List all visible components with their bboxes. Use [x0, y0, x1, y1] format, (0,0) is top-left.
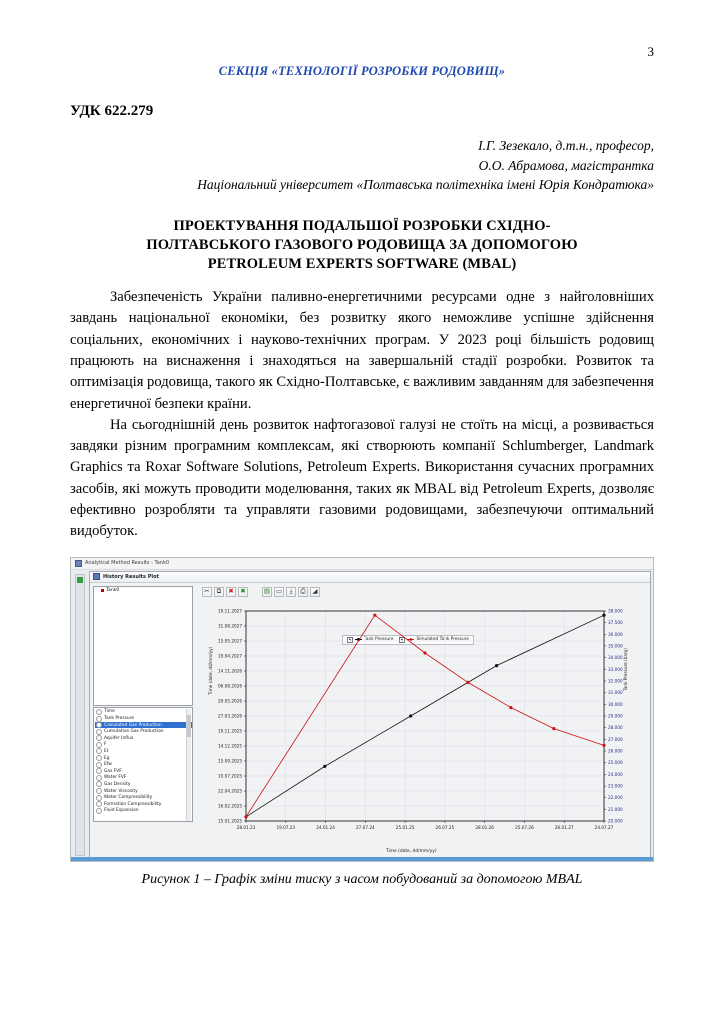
variable-row[interactable]: [95, 709, 192, 716]
series-point: [244, 815, 247, 818]
y-left-tick-label: 19.04.2027: [218, 653, 242, 659]
variable-row[interactable]: [95, 735, 192, 742]
author-line-1: І.Г. Зезекало, д.т.н., професор,: [478, 138, 654, 153]
outer-window-title: Analytical Method Results - Tank0: [85, 560, 170, 567]
y-left-tick-label: 10.07.2025: [218, 773, 242, 779]
author-line-2: О.О. Абрамова, магістрантка: [478, 157, 654, 173]
cut-button[interactable]: [202, 587, 212, 597]
chart-plot-area: [206, 603, 646, 853]
y-right-tick-label: 25.000: [608, 759, 623, 765]
x-tick-label: 28.01.26: [475, 824, 494, 830]
variable-row[interactable]: [95, 801, 192, 808]
x-tick-label: 25.07.26: [515, 824, 534, 830]
y-axis-right-label: Tank Pressure (barg): [623, 647, 629, 691]
y-right-tick-label: 27.000: [608, 736, 623, 742]
export-button[interactable]: [286, 587, 296, 597]
variable-label: Gas Density: [104, 781, 131, 787]
series-point: [423, 651, 426, 654]
export-icon: ⤓: [289, 587, 293, 596]
variable-row[interactable]: [95, 728, 192, 735]
legend-label-1: Simulated Tank Pressure: [416, 637, 470, 643]
variable-radio-icon[interactable]: [96, 808, 102, 814]
series-point: [602, 743, 605, 746]
authors-block: [70, 136, 654, 195]
inner-window-title: History Results Plot: [103, 573, 159, 580]
legend-label-0: Tank Pressure: [364, 637, 394, 643]
y-axis-left-label: Time (date, dd/mm/yy): [208, 646, 213, 695]
series-point: [552, 727, 555, 730]
y-right-tick-label: 28.000: [608, 724, 623, 730]
chart-bottom-tick-labels: [237, 825, 614, 830]
chart-options-icon: ◢: [312, 587, 318, 596]
copy-clipboard-icon: ▭: [275, 587, 283, 596]
variable-radio-icon[interactable]: [96, 762, 102, 768]
x-tick-label: 25.01.25: [395, 824, 415, 830]
variable-label: Water Viscosity: [104, 788, 138, 794]
variable-list-scrollbar[interactable]: [186, 709, 191, 822]
variable-label: Tank Pressure: [104, 716, 135, 722]
variable-radio-icon[interactable]: [96, 709, 102, 715]
title-line-2: ПОЛТАВСЬКОГО ГАЗОВОГО РОДОВИЩА ЗА ДОПОМОГОЮ: [146, 236, 578, 253]
variable-label: Time: [104, 709, 115, 715]
variable-label: F: [104, 742, 107, 748]
y-right-tick-label: 24.000: [608, 771, 623, 777]
variable-row[interactable]: [95, 722, 192, 729]
variable-label: Eg: [104, 755, 110, 761]
title-line-3: PETROLEUM EXPERTS SOFTWARE (MBAL): [207, 255, 517, 272]
y-left-tick-label: 15.01.2025: [218, 818, 242, 824]
y-right-tick-label: 21.000: [608, 806, 623, 812]
variable-row[interactable]: [95, 768, 192, 775]
y-left-tick-label: 16.02.2025: [218, 803, 242, 809]
y-right-tick-label: 37.500: [608, 619, 623, 625]
y-right-tick-label: 33.000: [608, 666, 623, 672]
variable-row[interactable]: [95, 775, 192, 782]
x-tick-label: 19.07.23: [276, 824, 296, 830]
variable-label: Water Compressibility: [104, 795, 153, 801]
variable-label: Cumulative Gas Production: [104, 729, 164, 735]
chart-left-tick-labels: [218, 608, 242, 823]
page-title: [70, 217, 654, 274]
y-left-tick-label: 19.11.2025: [218, 728, 242, 734]
variable-radio-icon[interactable]: [96, 748, 102, 754]
variable-row[interactable]: [95, 808, 192, 815]
figure-1: [70, 557, 654, 888]
y-left-tick-label: 19.11.2027: [218, 608, 242, 614]
x-tick-label: 24.01.24: [316, 824, 335, 830]
variable-label: Aquifer Influx: [104, 735, 134, 741]
variable-row[interactable]: [95, 781, 192, 788]
section-header: СЕКЦІЯ «ТЕХНОЛОГІЇ РОЗРОБКИ РОДОВИЩ»: [218, 64, 506, 78]
inner-window-titlebar: [90, 572, 650, 583]
copy-clipboard-button[interactable]: [274, 587, 284, 597]
y-right-tick-label: 32.000: [608, 678, 623, 684]
figure-caption: Рисунок 1 – Графік зміни тиску з часом побудований за допомогою MBAL: [141, 871, 583, 887]
variable-radio-icon[interactable]: [96, 716, 102, 722]
variable-row[interactable]: [95, 742, 192, 749]
tree-root-item[interactable]: [96, 588, 192, 593]
udk-code: УДК 622.279: [70, 103, 154, 119]
y-left-tick-label: 27.03.2026: [218, 713, 242, 719]
y-left-tick-label: 14.12.2025: [218, 743, 242, 749]
series-point: [409, 714, 412, 717]
series-point: [466, 680, 469, 683]
x-tick-label: 26.01.27: [554, 824, 574, 830]
cut-icon: ✂: [204, 587, 210, 596]
y-right-tick-label: 36.000: [608, 631, 623, 637]
plot-toolbar[interactable]: [202, 585, 642, 599]
variable-row[interactable]: [95, 748, 192, 755]
y-left-tick-label: 15.09.2025: [218, 758, 242, 764]
tank-marker-icon: [101, 589, 104, 592]
variable-radio-icon[interactable]: [96, 795, 102, 801]
excel-export-button[interactable]: [238, 587, 248, 597]
y-right-tick-label: 38.000: [608, 608, 623, 614]
variable-radio-icon[interactable]: [96, 781, 102, 787]
variable-label: Gas FVF: [104, 768, 122, 774]
y-left-tick-label: 14.11.2026: [218, 668, 242, 674]
delete-button[interactable]: [226, 587, 236, 597]
series-point: [602, 613, 605, 616]
affiliation-line: Національний університет «Полтавська політехніка імені Юрія Кондратюка»: [197, 177, 654, 193]
variable-label: Water FVF: [104, 775, 127, 781]
variable-radio-icon[interactable]: [96, 775, 102, 781]
variable-row[interactable]: [95, 794, 192, 801]
excel-export-icon: ✖: [240, 587, 246, 596]
copy-button[interactable]: [214, 587, 224, 597]
y-right-tick-label: 22.000: [608, 794, 623, 800]
delete-icon: ✖: [228, 587, 234, 596]
body-paragraph-1: Забезпеченість України паливно-енергетичними ресурсами одне з найголовніших завдань національної економіки, без розвитку якого неможливе успішне здійснення соціальних, економічних і науково-технічних програм. У 2023 році більшість родовищ працюють на виснаження і знаходяться на завершальній стадії розробки. Розвиток та оптимізація родовища, такого як Східно-Полтавське, є важливим завданням для забезпечення енергетичної безпеки країни.: [70, 289, 655, 412]
series-point: [509, 706, 512, 709]
variable-radio-icon[interactable]: [96, 722, 102, 728]
title-line-1: ПРОЕКТУВАННЯ ПОДАЛЬШОЇ РОЗРОБКИ СХІДНО-: [173, 217, 551, 234]
variable-row[interactable]: [95, 788, 192, 795]
variable-list[interactable]: [93, 707, 193, 822]
save-icon: ▤: [263, 587, 271, 596]
y-right-tick-label: 26.000: [608, 748, 623, 754]
x-tick-label: 28.01.23: [236, 824, 256, 830]
mbal-application-screenshot: [70, 557, 654, 862]
variable-radio-icon[interactable]: [96, 755, 102, 761]
variable-radio-icon[interactable]: [96, 729, 102, 735]
y-right-tick-label: 30.000: [608, 701, 623, 707]
variable-radio-icon[interactable]: [96, 742, 102, 748]
variable-label: Calculated Gas Production: [104, 722, 162, 728]
chart-options-button[interactable]: [310, 587, 320, 597]
window-icon: [93, 573, 100, 580]
series-point: [495, 664, 498, 667]
y-right-tick-label: 34.000: [608, 654, 623, 660]
body-paragraph-2: На сьогоднішній день розвиток нафтогазової галузі не стоїть на місці, а розвивається завдяки різним програмним комплексам, які створюють компанії Schlumberger, Landmark Graphics та Roxar Software Solutions, Petroleum Experts. Використання сучасних програмних засобів, які можуть проводити моделювання, таких як MBAL від Petroleum Experts, дозволяє ефективно розробляти та управляти газовими родовищами, забезпечуючи оптимальний видобуток.: [70, 416, 654, 540]
y-right-tick-label: 35.000: [608, 643, 623, 649]
tank-tree-panel[interactable]: [93, 586, 193, 706]
chart-gridlines: [246, 611, 604, 821]
print-icon: ⎙: [300, 587, 306, 596]
variable-radio-icon[interactable]: [96, 801, 102, 807]
variable-label: Fluid Expansion: [104, 808, 139, 814]
variable-row[interactable]: [95, 715, 192, 722]
y-left-tick-label: 22.04.2025: [218, 788, 242, 794]
print-button[interactable]: [298, 587, 308, 597]
y-right-tick-label: 23.000: [608, 783, 623, 789]
series-point: [323, 764, 326, 767]
copy-icon: ⧉: [216, 587, 222, 596]
host-window-bottom-strip: [71, 857, 653, 861]
tree-root-label: Tank0: [106, 587, 120, 593]
y-right-tick-label: 20.000: [608, 818, 623, 824]
series-point: [373, 613, 376, 616]
variable-radio-icon[interactable]: [96, 788, 102, 794]
variable-label: Efw: [104, 762, 112, 768]
y-left-tick-label: 31.08.2027: [218, 623, 242, 629]
run-icon[interactable]: [77, 577, 83, 583]
chart-right-tick-labels: [608, 608, 623, 823]
scrollbar-thumb[interactable]: [187, 715, 191, 737]
plot-window-body: [90, 583, 650, 859]
variable-row[interactable]: [95, 761, 192, 768]
variable-label: Et: [104, 748, 109, 754]
variable-radio-icon[interactable]: [96, 768, 102, 774]
y-right-tick-label: 29.000: [608, 713, 623, 719]
y-left-tick-label: 06.08.2026: [218, 683, 242, 689]
application-icon: [75, 560, 82, 567]
x-tick-label: 26.07.25: [435, 824, 455, 830]
save-button[interactable]: [262, 587, 272, 597]
y-left-tick-label: 15.05.2027: [218, 638, 242, 644]
y-right-tick-label: 31.000: [608, 689, 623, 695]
history-results-chart: [206, 603, 646, 853]
variable-label: Formation Compressibility: [104, 801, 162, 807]
x-axis-label: Time (date, dd/mm/yy): [386, 848, 437, 854]
outer-window-titlebar: [71, 558, 653, 570]
variable-row[interactable]: [95, 755, 192, 762]
left-toolbar-rail[interactable]: [75, 574, 85, 856]
x-tick-label: 27.07.24: [356, 824, 375, 830]
page-number: 3: [647, 44, 654, 59]
y-left-tick-label: 20.05.2026: [218, 698, 242, 704]
x-tick-label: 24.07.27: [594, 824, 614, 830]
variable-radio-icon[interactable]: [96, 735, 102, 741]
history-results-plot-window: [89, 571, 651, 859]
